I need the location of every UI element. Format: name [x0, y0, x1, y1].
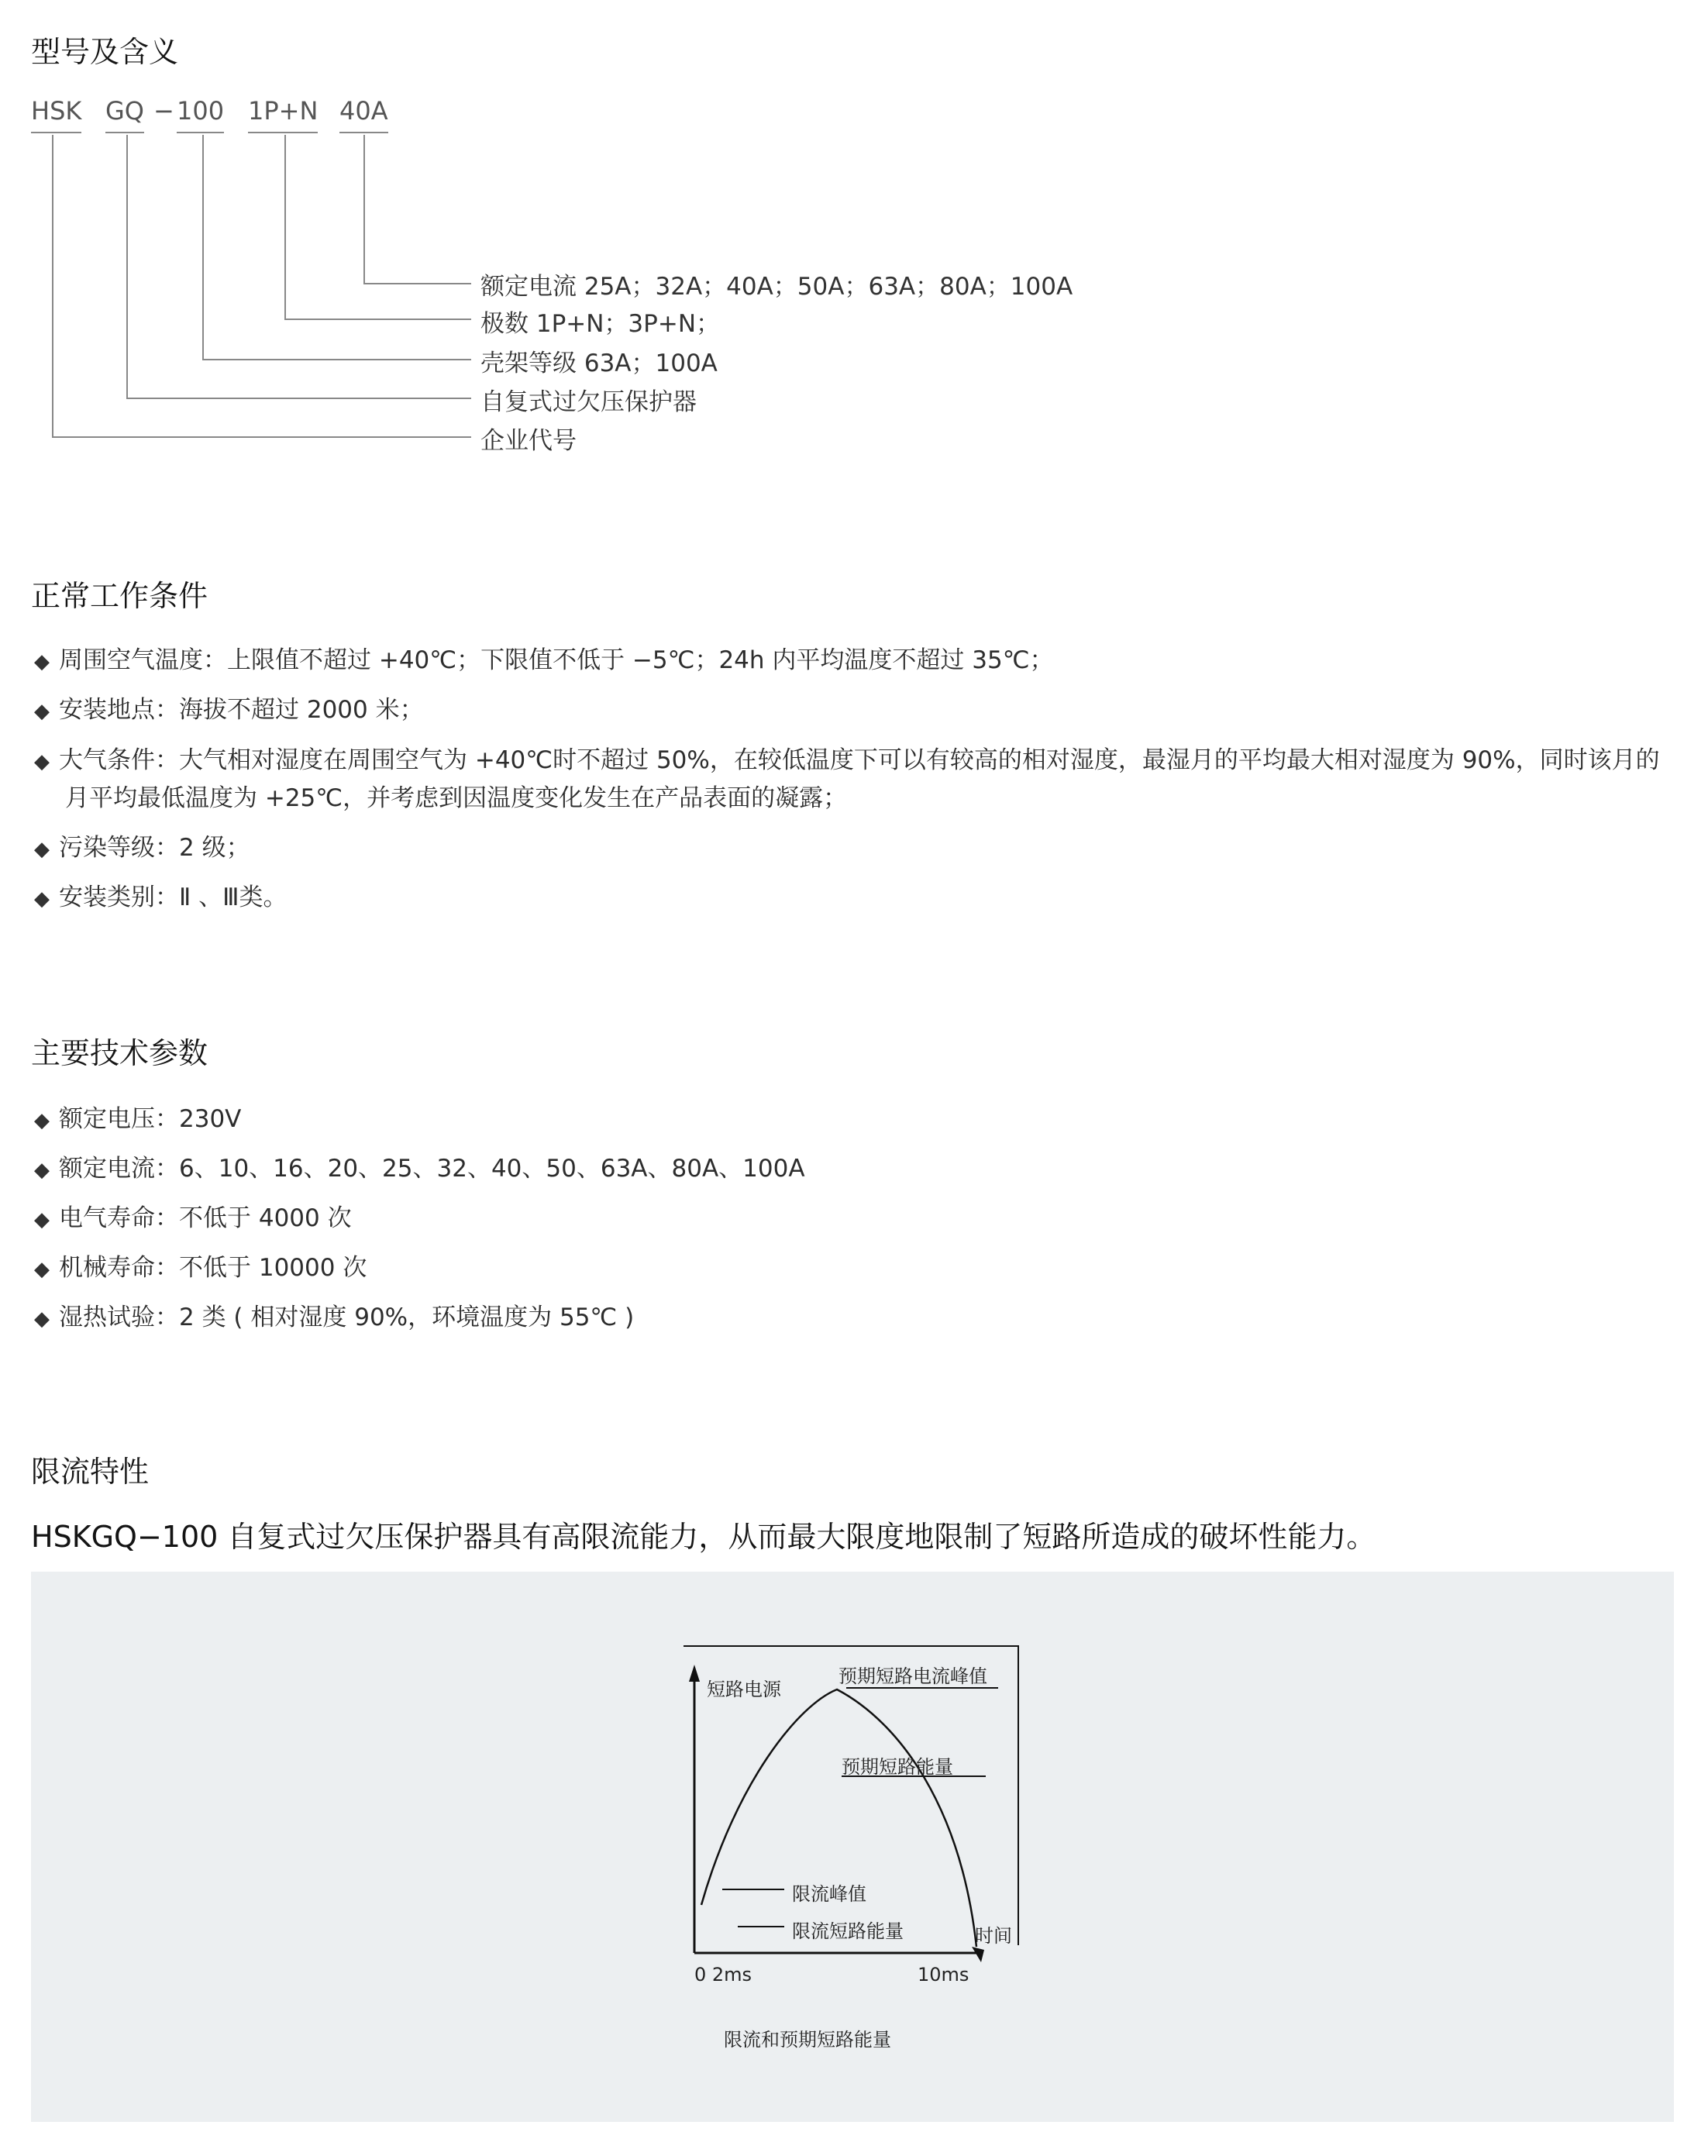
- condition-install-category: ◆ 安装类别：Ⅱ 、Ⅲ类。: [34, 883, 288, 911]
- peak-label: 预期短路电流峰值: [839, 1665, 987, 1687]
- condition-atmosphere: ◆ 大气条件：大气相对湿度在周围空气为 +40℃时不超过 50%，在较低温度下可以有较高的相对湿度，最湿月的平均最大相对湿度为 90%，同时该月的: [34, 746, 1660, 774]
- diamond-icon: ◆: [34, 1307, 50, 1331]
- meaning-frame: 壳架等级 63A；100A: [480, 350, 718, 377]
- diamond-icon: ◆: [34, 1159, 50, 1182]
- time-label: 时间: [975, 1925, 1012, 1947]
- diamond-icon: ◆: [34, 700, 50, 723]
- param-electrical-life: ◆ 电气寿命：不低于 4000 次: [34, 1204, 352, 1232]
- param-damp-heat: ◆ 湿热试验：2 类 ( 相对湿度 90%，环境温度为 55℃ ): [34, 1304, 635, 1331]
- code-current: 40A: [339, 96, 388, 133]
- prospective-curve: [701, 1689, 976, 1947]
- param-voltage: ◆ 额定电压：230V: [34, 1105, 242, 1133]
- diamond-icon: ◆: [34, 1208, 50, 1231]
- model-title: 型号及含义: [31, 35, 179, 69]
- tick-0-2ms: 0 2ms: [694, 1964, 752, 1986]
- x-axis-arrow-icon: [972, 1947, 984, 1962]
- param-mechanical-life: ◆ 机械寿命：不低于 10000 次: [34, 1254, 367, 1282]
- diamond-icon: ◆: [34, 750, 50, 773]
- limiting-description: HSKGQ−100 自复式过欠压保护器具有高限流能力，从而最大限度地限制了短路所造成的破坏性能力。: [31, 1520, 1376, 1554]
- code-poles: 1P+N: [248, 96, 318, 133]
- conditions-title: 正常工作条件: [31, 579, 208, 613]
- limit-energy-label: 限流短路能量: [792, 1920, 904, 1942]
- tick-10ms: 10ms: [918, 1964, 969, 1986]
- code-dash: −: [153, 96, 174, 126]
- diamond-icon: ◆: [34, 838, 50, 861]
- meaning-poles: 极数 1P+N；3P+N；: [480, 310, 721, 338]
- params-title: 主要技术参数: [31, 1036, 208, 1070]
- diamond-icon: ◆: [34, 1109, 50, 1132]
- param-current: ◆ 额定电流：6、10、16、20、25、32、40、50、63A、80A、100A: [34, 1155, 805, 1183]
- limiting-title: 限流特性: [31, 1455, 150, 1489]
- limit-peak-label: 限流峰值: [792, 1883, 866, 1905]
- energy-label: 预期短路能量: [842, 1756, 953, 1778]
- meaning-company: 企业代号: [480, 427, 577, 455]
- condition-pollution: ◆ 污染等级：2 级；: [34, 834, 250, 862]
- diamond-icon: ◆: [34, 650, 50, 673]
- code-gq: GQ: [105, 96, 144, 133]
- diamond-icon: ◆: [34, 887, 50, 911]
- code-hsk: HSK: [31, 96, 81, 133]
- y-axis-arrow-icon: [689, 1665, 700, 1682]
- meaning-current: 额定电流 25A；32A；40A；50A；63A；80A；100A: [480, 273, 1073, 301]
- condition-temperature: ◆ 周围空气温度：上限值不超过 +40℃；下限值不低于 −5℃；24h 内平均温度不超过 35℃；: [34, 646, 1054, 674]
- diagram-caption: 限流和预期短路能量: [724, 2029, 891, 2051]
- condition-atmosphere-cont: 月平均最低温度为 +25℃，并考虑到因温度变化发生在产品表面的凝露；: [65, 784, 848, 812]
- meaning-product: 自复式过欠压保护器: [480, 388, 697, 416]
- diamond-icon: ◆: [34, 1258, 50, 1281]
- y-axis-label: 短路电源: [707, 1679, 781, 1700]
- code-100: 100: [177, 96, 224, 133]
- condition-altitude: ◆ 安装地点：海拔不超过 2000 米；: [34, 696, 424, 724]
